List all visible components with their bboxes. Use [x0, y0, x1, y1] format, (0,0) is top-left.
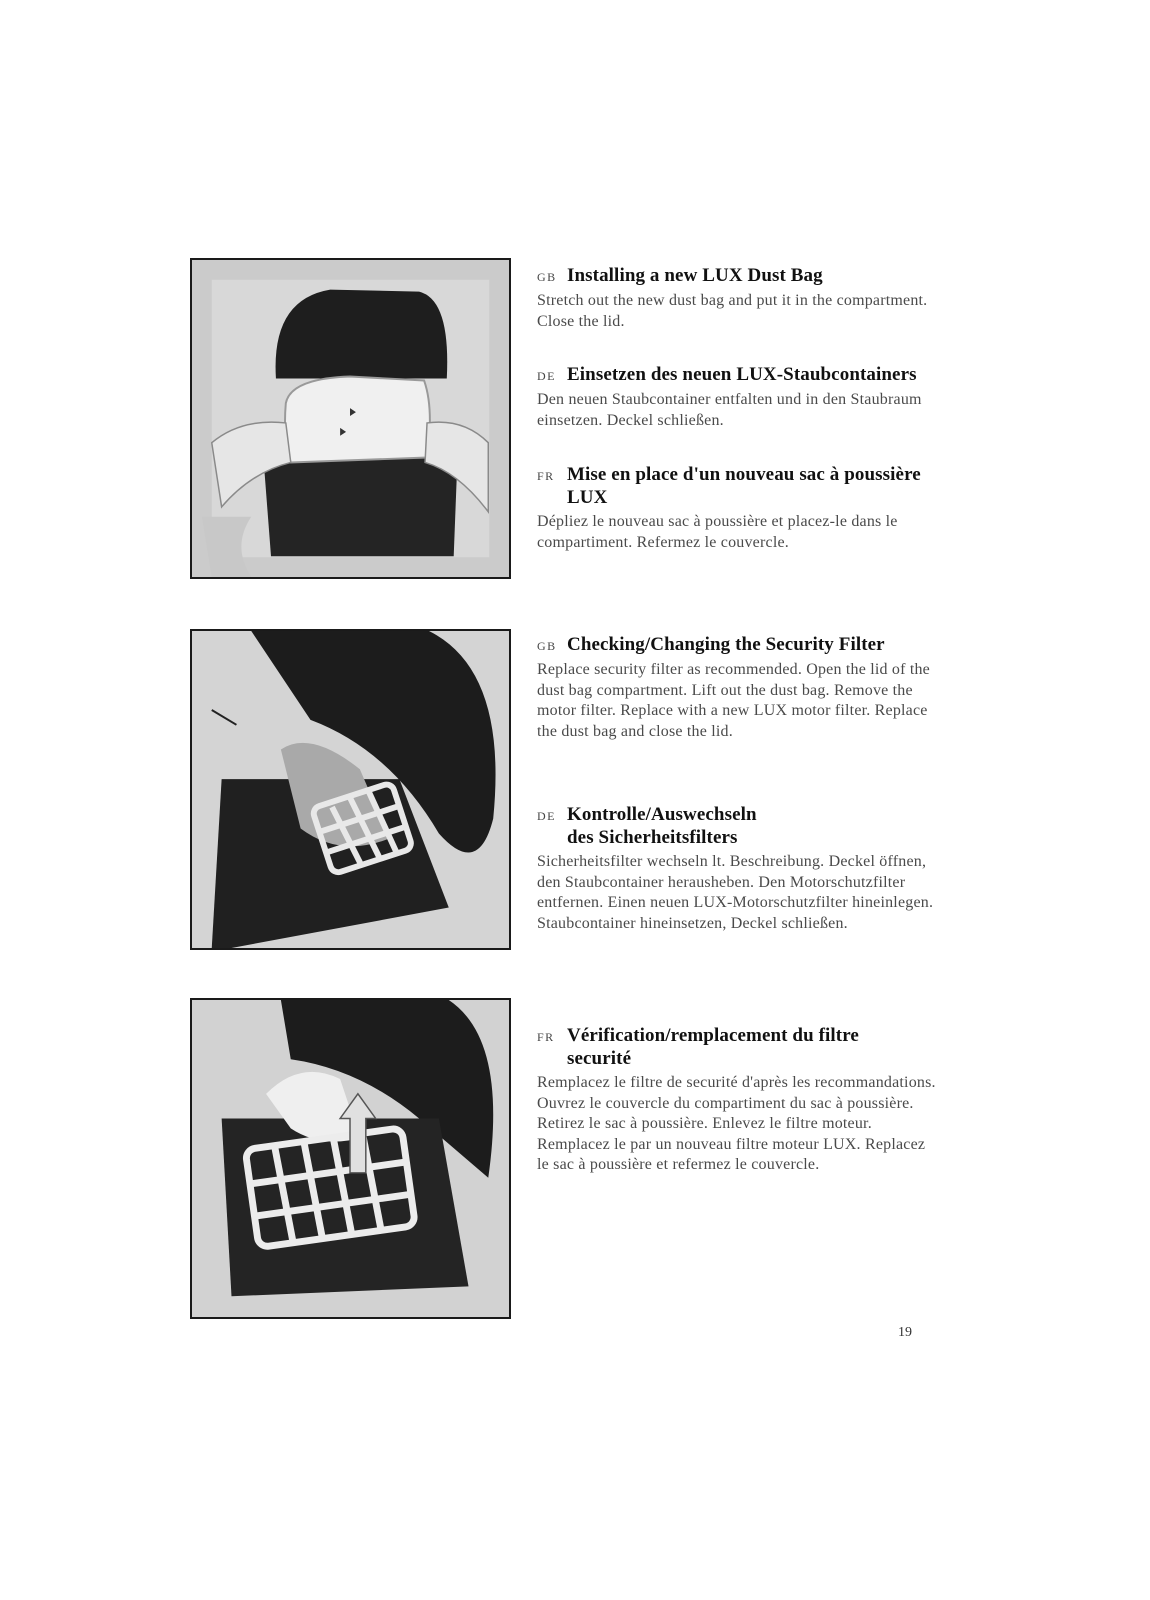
section-body: Den neuen Staubcontainer entfalten und in den Staubraum einsetzen. Deckel schließen.	[537, 391, 922, 429]
photo-lifting-filter-graphic	[192, 1000, 509, 1317]
photo-checking-security-filter	[190, 629, 511, 950]
section-heading	[537, 364, 937, 387]
language-code: DE	[537, 369, 556, 383]
section-body: Remplacez le filtre de securité d'après les recommandations. Ouvrez le couvercle du compartiment du sac à poussière. Retirez le sac à poussière. Enlevez le filtre moteur. Remplacez le par un nouveau filtre moteur LUX. Replacez le sac à poussière et refermez le couvercle.	[537, 1074, 936, 1173]
section-title-continued: securité	[567, 1048, 632, 1069]
language-code: DE	[537, 809, 556, 823]
section-heading	[537, 1025, 937, 1070]
language-code: FR	[537, 1030, 555, 1044]
section-body: Dépliez le nouveau sac à poussière et placez-le dans le compartiment. Refermez le couvercle.	[537, 513, 898, 551]
section-title: Mise en place d'un nouveau sac à poussière	[567, 464, 921, 485]
section-de-kontrolle	[537, 804, 937, 934]
section-title-continued: des Sicherheitsfilters	[567, 827, 738, 848]
section-gb-checking-filter	[537, 634, 937, 742]
section-title-continued: LUX	[567, 487, 608, 508]
photo-lifting-filter	[190, 998, 511, 1319]
section-body: Stretch out the new dust bag and put it in the compartment. Close the lid.	[537, 292, 928, 330]
section-gb-installing	[537, 265, 937, 332]
section-title: Vérification/remplacement du filtre	[567, 1025, 859, 1046]
photo-installing-dust-bag-graphic	[192, 260, 509, 577]
section-heading	[537, 464, 937, 509]
section-heading	[537, 804, 937, 849]
section-title: Kontrolle/Auswechseln	[567, 804, 757, 825]
photo-checking-security-filter-graphic	[192, 631, 509, 948]
section-de-einsetzen	[537, 364, 937, 431]
section-title: Checking/Changing the Security Filter	[567, 634, 885, 655]
language-code: GB	[537, 270, 557, 284]
section-heading	[537, 265, 937, 288]
page-number: 19	[898, 1325, 912, 1340]
section-heading	[537, 634, 937, 657]
photo-installing-dust-bag	[190, 258, 511, 579]
section-body: Sicherheitsfilter wechseln lt. Beschreibung. Deckel öffnen, den Staubcontainer herausheben. Den Motorschutzfilter entfernen. Einen neuen LUX-Motorschutzfilter hineinlegen. Staubcontainer hineinsetzen, Deckel schließen.	[537, 853, 934, 932]
section-fr-mise-en-place	[537, 464, 937, 553]
language-code: FR	[537, 469, 555, 483]
section-fr-verification	[537, 1025, 937, 1176]
section-title: Einsetzen des neuen LUX-Staubcontainers	[567, 364, 917, 385]
language-code: GB	[537, 639, 557, 653]
section-title: Installing a new LUX Dust Bag	[567, 265, 823, 286]
section-body: Replace security filter as recommended. Open the lid of the dust bag compartment. Lift out the dust bag. Remove the motor filter. Replace with a new LUX motor filter. Replace the dust bag and close the lid.	[537, 661, 930, 740]
